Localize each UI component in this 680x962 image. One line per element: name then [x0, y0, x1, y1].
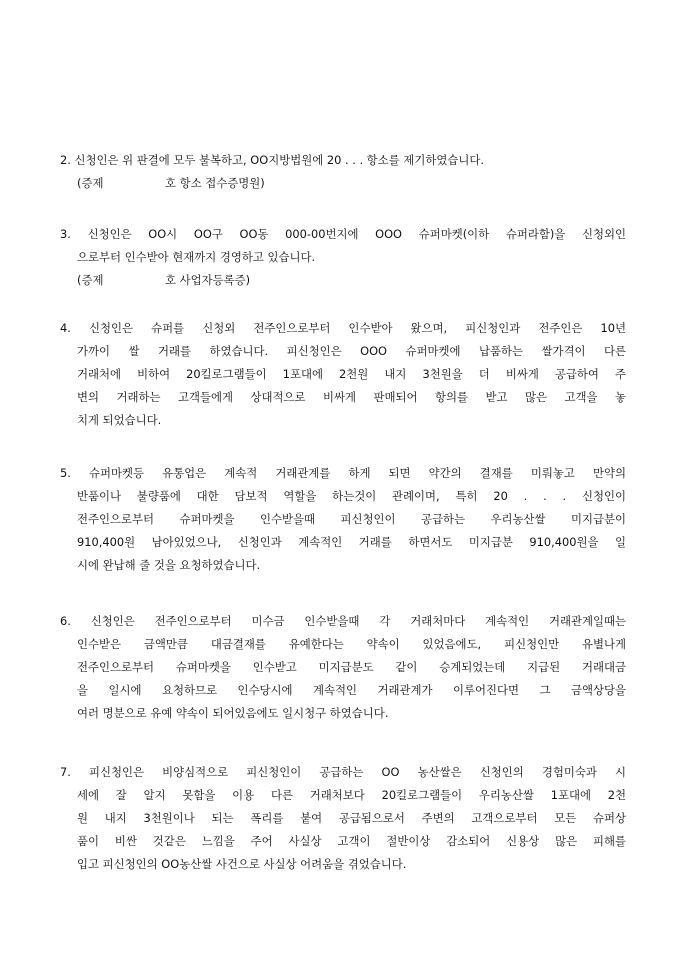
- line-text: 신청인은 OO시 OO구 OO동 000-00번지에 OOO 슈퍼마켓(이하 슈퍼라함)을 신청외인: [87, 227, 626, 241]
- paragraph-line: 세에 잘 알지 못함을 이용 다른 거래처보다 20킬로그램들이 우리농산쌀 1포대에 2천: [77, 788, 626, 802]
- paragraph-line: 치게 되었습니다.: [77, 413, 162, 427]
- paragraph-line: [60, 149, 626, 172]
- paragraph-line: [60, 317, 626, 340]
- paragraph-7: [60, 761, 626, 876]
- paragraph-2: [60, 149, 626, 195]
- paragraph-line: 거래처에 비하여 20킬로그램들이 1포대에 2천원 내지 3천원을 더 비싸게 공급하여 주: [77, 367, 626, 381]
- line-text: 신청인은 슈퍼를 신청외 전주인으로부터 인수받아 왔으며, 피신청인과 전주인은 10년: [88, 321, 627, 335]
- line-text: 신청인은 전주인으로부터 미수금 인수받을때 각 거래처마다 계속적인 거래관계일때는: [90, 614, 626, 628]
- paragraph-line: 입고 피신청인의 OO농산쌀 사건으로 사실상 어려움을 겪었습니다.: [77, 857, 407, 871]
- paragraph-4: [60, 317, 626, 432]
- paragraph-line: 인수받은 금액만큼 대금결재를 유예한다는 약속이 있었음에도, 피신청인만 유별나게: [77, 637, 626, 651]
- line-text: 슈퍼마켓등 유통업은 계속적 거래관계를 하게 되면 약간의 결재를 미뤄놓고 만약의: [88, 466, 627, 480]
- item-number: 4.: [60, 321, 71, 335]
- paragraph-5: [60, 462, 626, 577]
- item-number: 6.: [60, 614, 71, 628]
- paragraph-line: 여러 명분으로 유예 약속이 되어있음에도 일시청구 하였습니다.: [77, 706, 389, 720]
- evidence-note: (증제 호 항소 접수증명원): [77, 176, 265, 190]
- paragraph-line: 전주인으로부터 슈퍼마켓을 인수받을때 피신청인이 공급하는 우리농산쌀 미지급분이: [77, 512, 626, 526]
- paragraph-line: 을 일시에 요청하므로 인수당시에 계속적인 거래관계가 이루어진다면 그 금액상당을: [77, 683, 626, 697]
- paragraph-line: 가까이 쌀 거래를 하였습니다. 피신청인은 OOO 슈퍼마켓에 납품하는 쌀가격이 다른: [77, 344, 626, 358]
- paragraph-line: [60, 761, 626, 784]
- line-text: 신청인은 위 판결에 모두 불복하고, OO지방법원에 20 . . . 항소를 제기하였습니다.: [74, 153, 484, 167]
- item-number: 3.: [60, 227, 71, 241]
- paragraph-6: [60, 610, 626, 725]
- paragraph-line: [60, 223, 626, 246]
- paragraph-line: 시에 완납해 줄 것을 요청하였습니다.: [77, 558, 261, 572]
- paragraph-line: 반품이나 불량품에 대한 담보적 역할을 하는것이 관례이며, 특히 20 . . . 신청인이: [77, 489, 626, 503]
- paragraph-line: [60, 610, 626, 633]
- item-number: 7.: [60, 765, 71, 779]
- paragraph-line: 910,400원 남아있었으나, 신청인과 계속적인 거래를 하면서도 미지급분 910,400원을 일: [77, 535, 626, 549]
- item-number: 5.: [60, 466, 71, 480]
- paragraph-line: 품이 비싼 것같은 느낌을 주어 사실상 고객이 절반이상 감소되어 신용상 많은 피해를: [77, 834, 626, 848]
- paragraph-line: 변의 거래하는 고객들에게 상대적으로 비싸게 판매되어 항의를 받고 많은 고객을 놓: [77, 390, 626, 404]
- paragraph-line: 원 내지 3천원이나 되는 폭리를 붙여 공급됨으로서 주변의 고객으로부터 모든 슈퍼상: [77, 811, 626, 825]
- line-text: 피신청인은 비양심적으로 피신청인이 공급하는 OO 농산쌀은 신청인의 경험미숙과 시: [89, 765, 626, 779]
- item-number: 2.: [60, 153, 71, 167]
- paragraph-line: [60, 462, 626, 485]
- evidence-note: (증제 호 사업자등록증): [77, 273, 251, 287]
- paragraph-line: 전주인으로부터 슈퍼마켓을 인수받고 미지급분도 같이 승계되었는데 지급된 거래대금: [77, 660, 626, 674]
- paragraph-line: 으로부터 인수받아 현재까지 경영하고 있습니다.: [77, 250, 316, 264]
- paragraph-3: [60, 223, 626, 292]
